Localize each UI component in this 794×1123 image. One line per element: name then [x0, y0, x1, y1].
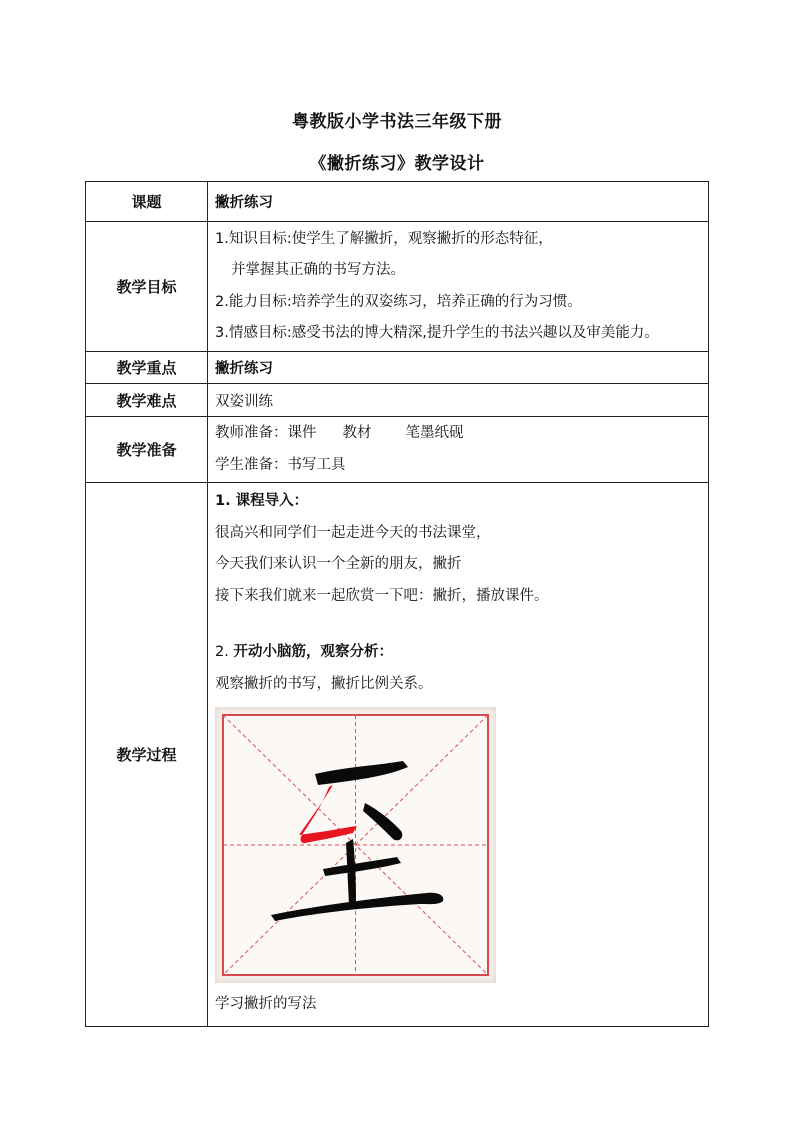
- teacher-prep-item: 笔墨纸砚: [405, 425, 464, 441]
- section2-number: 2.: [215, 644, 229, 660]
- difficulty-label: 教学难点: [86, 384, 208, 417]
- teacher-preparation: [215, 418, 708, 450]
- row-topic: [86, 182, 709, 222]
- section1-line: 很高兴和同学们一起走进今天的书法课堂，: [215, 524, 491, 541]
- section2-line: 观察撇折的书写，撇折比例关系。: [215, 675, 433, 692]
- process-label: 教学过程: [86, 483, 208, 1027]
- section2-title: [215, 637, 708, 669]
- student-preparation: 学生准备：书写工具: [215, 456, 346, 473]
- row-difficulty: [86, 384, 709, 417]
- row-objectives: [86, 222, 709, 352]
- objective-knowledge-cont: 并掌握其正确的书写方法。: [231, 262, 405, 278]
- mi-grid-svg: [215, 707, 496, 983]
- section1-title: 1. 课程导入：: [215, 493, 309, 509]
- image-caption: 学习撇折的写法: [215, 996, 317, 1012]
- character-grid-image: [215, 707, 496, 983]
- row-key-point: [86, 352, 709, 384]
- preparation-label: 教学准备: [86, 417, 208, 483]
- objectives-label: 教学目标: [86, 222, 208, 352]
- section1-line: 今天我们来认识一个全新的朋友，撇折: [215, 556, 462, 572]
- teacher-prep-item: 课件: [287, 425, 317, 441]
- objective-ability: 2.能力目标:培养学生的双姿练习，培养正确的行为习惯。: [215, 293, 582, 310]
- teacher-prep-item: 教材: [342, 425, 372, 441]
- topic-value: 撇折练习: [208, 182, 709, 222]
- objective-emotion: 3.情感目标:感受书法的博大精深,提升学生的书法兴趣以及审美能力。: [215, 325, 659, 341]
- key-point-label: 教学重点: [86, 352, 208, 384]
- document-title: 粤教版小学书法三年级下册: [292, 112, 502, 132]
- document-subtitle: 《撇折练习》教学设计: [309, 154, 485, 174]
- objective-knowledge: 1.知识目标:使学生了解撇折，观察撇折的形态特征，: [215, 230, 553, 247]
- row-preparation: [86, 417, 709, 483]
- row-process: [86, 483, 709, 1027]
- difficulty-value: 双姿训练: [208, 384, 709, 417]
- teacher-prep-label: 教师准备：: [215, 425, 288, 441]
- preparation-value: [208, 417, 709, 483]
- section1-line: 接下来我们就来一起欣赏一下吧：撇折，播放课件。: [215, 587, 549, 604]
- lesson-plan-table: [85, 181, 709, 1027]
- topic-label: 课题: [86, 182, 208, 222]
- process-value: [208, 483, 709, 1027]
- key-point-value: 撇折练习: [208, 352, 709, 384]
- section2-heading: 开动小脑筋，观察分析：: [233, 644, 393, 660]
- objectives-value: [208, 222, 709, 352]
